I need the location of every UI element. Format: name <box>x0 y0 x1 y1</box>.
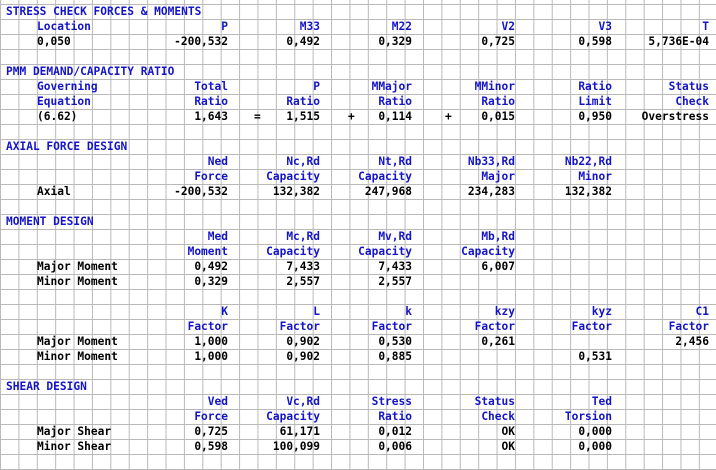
header-capacity: Capacity <box>358 170 412 183</box>
value-mv-rd: 2,557 <box>378 275 412 288</box>
value-ratio-limit: 0,950 <box>578 110 612 123</box>
value-nc-rd: 132,382 <box>272 185 320 198</box>
value-kzy: 0,261 <box>481 335 515 348</box>
header-row <box>0 304 716 319</box>
equals-sign: = <box>254 110 261 123</box>
header-row <box>0 79 716 94</box>
header-row <box>0 229 716 244</box>
header-mc-rd: Mc,Rd <box>286 230 320 243</box>
table-row <box>0 334 716 349</box>
header-row <box>0 169 716 184</box>
header-mminor: MMinor <box>474 80 515 93</box>
value-ved: 0,598 <box>194 440 228 453</box>
row-label-minor-moment: Minor Moment <box>37 275 118 288</box>
section-title-stress-check: STRESS CHECK FORCES & MOMENTS <box>6 5 202 18</box>
value-mc-rd: 2,557 <box>286 275 320 288</box>
value-ved: 0,725 <box>194 425 228 438</box>
value-p: -200,532 <box>174 35 228 48</box>
table-row <box>0 424 716 439</box>
value-t: 5,736E-04 <box>648 35 709 48</box>
header-t: T <box>702 20 709 33</box>
header-p: P <box>313 80 320 93</box>
value-v2: 0,725 <box>481 35 515 48</box>
value-l-factor: 0,902 <box>286 350 320 363</box>
value-mminor-ratio: 0,015 <box>481 110 515 123</box>
header-force: Force <box>194 170 228 183</box>
value-med: 0,329 <box>194 275 228 288</box>
header-ratio: Ratio <box>286 95 320 108</box>
value-m33: 0,492 <box>286 35 320 48</box>
value-equation: (6.62) <box>37 110 78 123</box>
header-nt-rd: Nt,Rd <box>378 155 412 168</box>
header-nb22-rd: Nb22,Rd <box>564 155 612 168</box>
header-row <box>0 154 716 169</box>
header-v3: V3 <box>598 20 612 33</box>
value-status-check: OK <box>501 425 515 438</box>
header-capacity: Capacity <box>266 170 320 183</box>
section-title-row <box>0 379 716 394</box>
value-stress-ratio: 0,006 <box>378 440 412 453</box>
header-row <box>0 94 716 109</box>
header-force: Force <box>194 410 228 423</box>
header-factor: Factor <box>668 320 709 333</box>
header-ved: Ved <box>207 395 228 408</box>
row-label-minor-moment: Minor Moment <box>37 350 118 363</box>
value-v3: 0,598 <box>578 35 612 48</box>
header-m22: M22 <box>391 20 412 33</box>
value-m22: 0,329 <box>378 35 412 48</box>
header-factor: Factor <box>571 320 612 333</box>
value-status-check: OK <box>501 440 515 453</box>
table-row <box>0 439 716 454</box>
header-p: P <box>221 20 228 33</box>
value-nb33-rd: 234,283 <box>467 185 515 198</box>
header-mmajor: MMajor <box>371 80 412 93</box>
section-title-row <box>0 214 716 229</box>
header-ratio: Ratio <box>481 95 515 108</box>
header-check: Check <box>675 95 709 108</box>
row-label-minor-shear: Minor Shear <box>37 440 112 453</box>
value-mb-rd: 6,007 <box>481 260 515 273</box>
header-m33: M33 <box>299 20 320 33</box>
value-ted: 0,000 <box>578 440 612 453</box>
value-vc-rd: 61,171 <box>279 425 320 438</box>
value-k-factor: 1,000 <box>194 335 228 348</box>
header-ned: Ned <box>207 155 228 168</box>
header-l-factor: L <box>313 305 320 318</box>
table-row <box>0 259 716 274</box>
section-title-shear: SHEAR DESIGN <box>6 380 87 393</box>
value-vc-rd: 100,099 <box>272 440 320 453</box>
header-row <box>0 394 716 409</box>
table-row <box>0 109 716 124</box>
value-mmajor-ratio: 0,114 <box>378 110 412 123</box>
header-capacity: Capacity <box>266 245 320 258</box>
header-row <box>0 244 716 259</box>
value-nb22-rd: 132,382 <box>564 185 612 198</box>
header-vc-rd: Vc,Rd <box>286 395 320 408</box>
header-capacity: Capacity <box>461 245 515 258</box>
table-row <box>0 349 716 364</box>
section-title-moment: MOMENT DESIGN <box>6 215 94 228</box>
value-k-lower: 0,530 <box>378 335 412 348</box>
value-ted: 0,000 <box>578 425 612 438</box>
header-capacity: Capacity <box>358 245 412 258</box>
value-mv-rd: 7,433 <box>378 260 412 273</box>
header-ratio: Ratio <box>194 95 228 108</box>
value-ned: -200,532 <box>174 185 228 198</box>
row-label-major-shear: Major Shear <box>37 425 112 438</box>
value-mc-rd: 7,433 <box>286 260 320 273</box>
header-stress: Stress <box>371 395 412 408</box>
header-check: Check <box>481 410 515 423</box>
header-med: Med <box>207 230 228 243</box>
header-minor: Minor <box>578 170 612 183</box>
header-ratio: Ratio <box>578 80 612 93</box>
header-kzy: kzy <box>494 305 515 318</box>
row-label-major-moment: Major Moment <box>37 260 118 273</box>
table-row <box>0 274 716 289</box>
section-title-row <box>0 139 716 154</box>
header-equation: Equation <box>37 95 91 108</box>
row-label-axial: Axial <box>37 185 71 198</box>
status-check: Overstress <box>641 110 709 123</box>
value-med: 0,492 <box>194 260 228 273</box>
header-major: Major <box>481 170 515 183</box>
header-status: Status <box>668 80 709 93</box>
value-nt-rd: 247,968 <box>364 185 412 198</box>
header-row <box>0 19 716 34</box>
header-nc-rd: Nc,Rd <box>286 155 320 168</box>
section-title-pmm: PMM DEMAND/CAPACITY RATIO <box>6 65 175 78</box>
header-location: Location <box>37 20 91 33</box>
header-ted: Ted <box>591 395 612 408</box>
header-factor: Factor <box>474 320 515 333</box>
value-c1: 2,456 <box>675 335 709 348</box>
header-ratio: Ratio <box>378 95 412 108</box>
value-l-factor: 0,902 <box>286 335 320 348</box>
value-kyz: 0,531 <box>578 350 612 363</box>
header-total: Total <box>194 80 228 93</box>
header-v2: V2 <box>501 20 515 33</box>
value-k-factor: 1,000 <box>194 350 228 363</box>
header-mb-rd: Mb,Rd <box>481 230 515 243</box>
plus-sign: + <box>348 110 355 123</box>
value-total-ratio: 1,643 <box>194 110 228 123</box>
header-factor: Factor <box>279 320 320 333</box>
section-title-row <box>0 4 716 19</box>
header-moment: Moment <box>187 245 228 258</box>
value-p-ratio: 1,515 <box>286 110 320 123</box>
header-k-lower: k <box>405 305 412 318</box>
header-governing: Governing <box>37 80 98 93</box>
plus-sign: + <box>445 110 452 123</box>
header-row <box>0 319 716 334</box>
header-capacity: Capacity <box>266 410 320 423</box>
row-label-major-moment: Major Moment <box>37 335 118 348</box>
value-location: 0,050 <box>37 35 71 48</box>
value-k-lower: 0,885 <box>378 350 412 363</box>
header-factor: Factor <box>187 320 228 333</box>
header-mv-rd: Mv,Rd <box>378 230 412 243</box>
header-kyz: kyz <box>591 305 612 318</box>
header-torsion: Torsion <box>564 410 612 423</box>
header-nb33-rd: Nb33,Rd <box>467 155 515 168</box>
table-row <box>0 34 716 49</box>
table-row <box>0 184 716 199</box>
header-status: Status <box>474 395 515 408</box>
section-title-row <box>0 64 716 79</box>
header-c1: C1 <box>695 305 709 318</box>
value-stress-ratio: 0,012 <box>378 425 412 438</box>
header-ratio: Ratio <box>378 410 412 423</box>
header-k-factor: K <box>221 305 228 318</box>
section-title-axial: AXIAL FORCE DESIGN <box>6 140 128 153</box>
header-factor: Factor <box>371 320 412 333</box>
header-limit: Limit <box>578 95 612 108</box>
header-row <box>0 409 716 424</box>
